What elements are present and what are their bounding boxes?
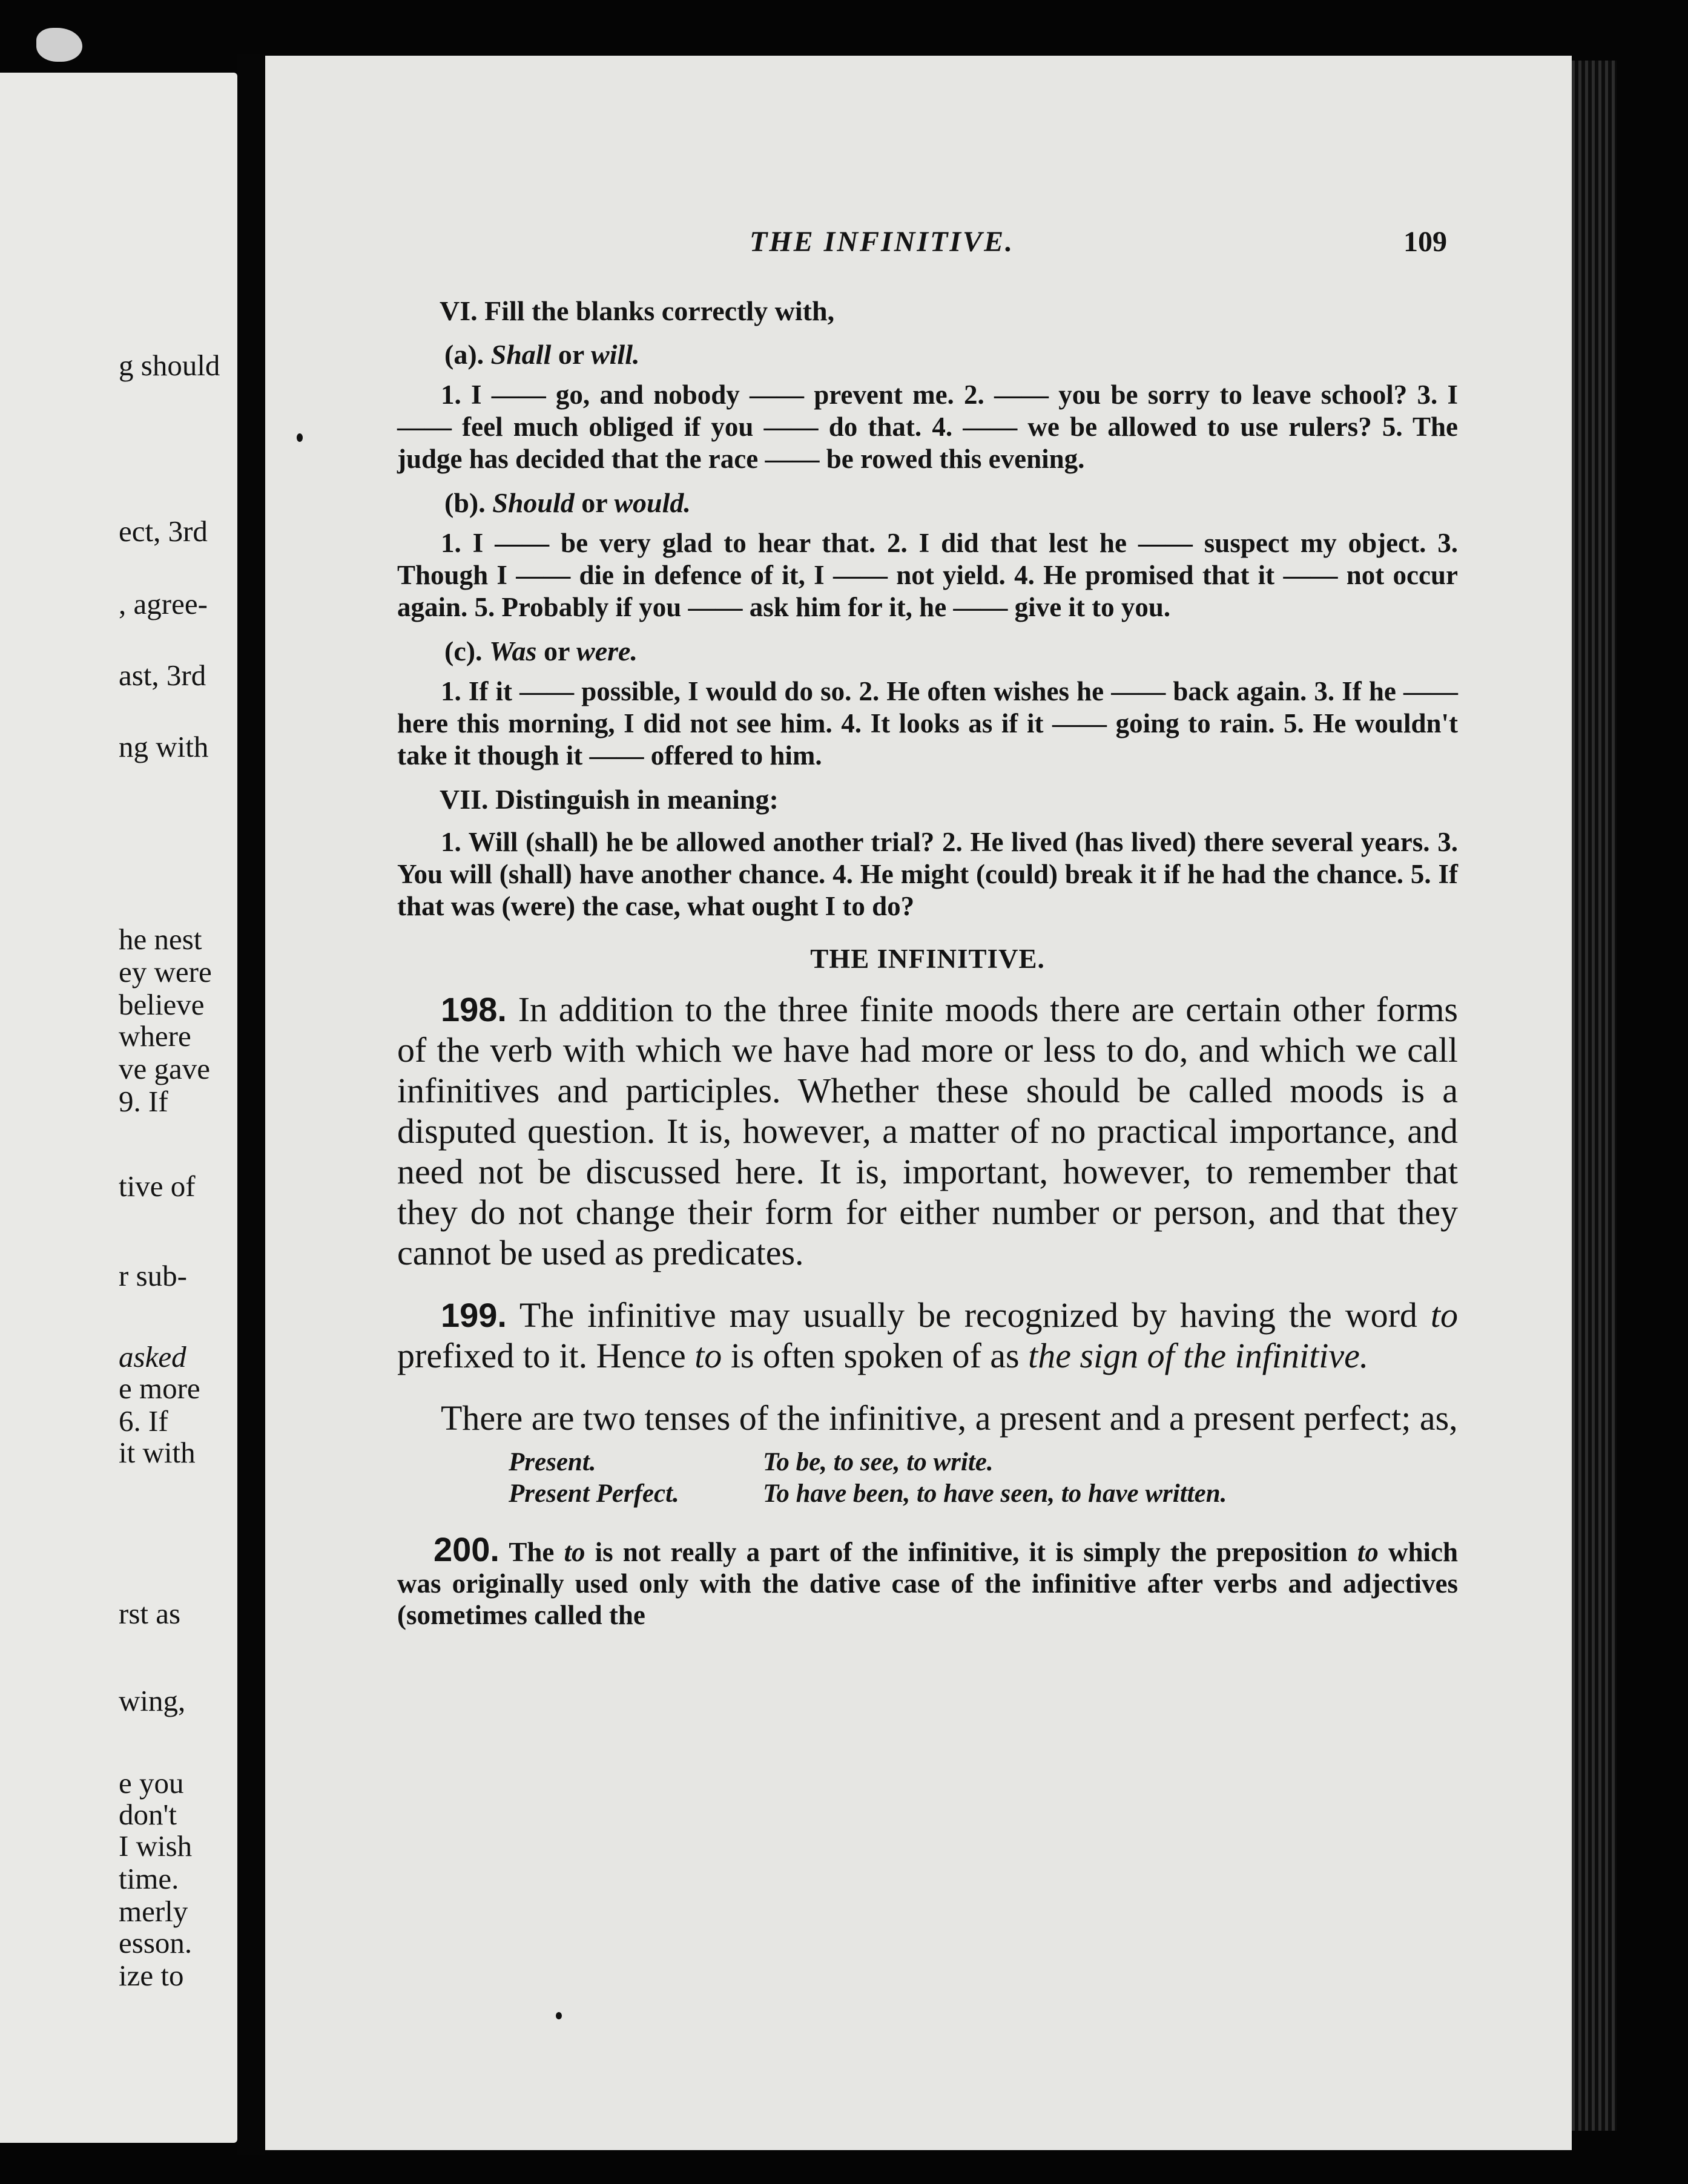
paragraph-number: 199.: [441, 1296, 507, 1334]
paragraph-text: prefixed to it. Hence: [397, 1336, 686, 1375]
scan-speck: [297, 433, 303, 442]
paragraph-number: 198.: [441, 990, 507, 1028]
sub-label: (a).: [444, 339, 484, 370]
paragraph-italic: to: [1430, 1295, 1458, 1335]
sub-word: were.: [576, 636, 638, 666]
tense-label: Present Perfect.: [509, 1479, 679, 1508]
page-number: 109: [1403, 226, 1447, 258]
page-edges: [1572, 61, 1617, 2131]
sub-or: or: [581, 487, 607, 518]
sub-word: will.: [590, 339, 640, 370]
paragraph-text: which was originally used only with the dative case of the infinitive after verbs and adjectives (sometimes called the: [397, 1537, 1458, 1630]
left-text-fragment: , agree-: [119, 587, 208, 620]
paragraph-italic: to: [694, 1336, 722, 1375]
exercise-vii-heading: VII. Distinguish in meaning:: [440, 784, 779, 815]
sub-label: (c).: [444, 636, 483, 666]
left-text-fragment: believe: [119, 988, 205, 1021]
left-text-fragment: don't: [119, 1798, 177, 1831]
left-text-fragment: it with: [119, 1436, 196, 1469]
left-text-fragment: he nest: [119, 923, 202, 956]
tense-label: Present.: [509, 1448, 596, 1476]
left-text-fragment: r sub-: [119, 1259, 187, 1292]
book-gutter: [237, 54, 265, 2155]
exercise-vi-a-text: 1. I —— go, and nobody —— prevent me. 2. —— you be sorry to leave school? 3. I —— feel much obliged if you —— do that. 4. —— we be allowed to use rulers? 5. The judge has decided that the race —— be rowed this evening.: [397, 380, 1458, 474]
paragraph-text: The: [509, 1537, 555, 1567]
left-text-fragment: ve gave: [119, 1052, 210, 1085]
paragraph-text: is often spoken of as: [730, 1336, 1020, 1375]
tense-examples-text: To be, to see, to write.: [763, 1448, 994, 1476]
sub-word: Should: [492, 487, 575, 518]
left-text-fragment: ect, 3rd: [119, 515, 208, 548]
sub-label: (b).: [444, 487, 486, 518]
tense-examples: [509, 1447, 1458, 1510]
left-text-fragment: 9. If: [119, 1085, 168, 1118]
exercise-vi-c-text: 1. If it —— possible, I would do so. 2. He often wishes he —— back again. 3. If he —— here this morning, I did not see him. 4. It looks as if it —— going to rain. 5. He wouldn't take it though it —— offered to him.: [397, 676, 1458, 771]
exercise-vi-a-heading: [444, 338, 1458, 372]
left-page-fragment: [0, 73, 237, 2143]
exercise-vi-b-heading: [444, 486, 1458, 520]
scan-speck: [556, 2012, 562, 2019]
left-text-fragment: ast, 3rd: [119, 659, 206, 692]
running-header: [750, 225, 1447, 261]
paragraph-text: The infinitive may usually be recognized by having the word: [519, 1295, 1417, 1335]
tense-row: [509, 1447, 1458, 1478]
paragraph-italic: to: [564, 1537, 585, 1567]
scan-blemish: [36, 28, 82, 62]
left-text-fragment: esson.: [119, 1926, 193, 1959]
paragraph-number: 200.: [434, 1530, 499, 1568]
paragraph-200: [397, 1530, 1458, 1631]
left-text-fragment: asked: [119, 1340, 186, 1373]
section-title: THE INFINITIVE.: [810, 944, 1045, 974]
left-text-fragment: tive of: [119, 1169, 196, 1203]
left-text-fragment: rst as: [119, 1597, 181, 1630]
tense-examples-text: To have been, to have seen, to have written.: [763, 1479, 1227, 1508]
paragraph-italic: to: [1357, 1537, 1379, 1567]
sub-word: Was: [489, 636, 537, 666]
left-text-fragment: g should: [119, 349, 220, 382]
exercise-vi-heading: VI. Fill the blanks correctly with,: [440, 295, 835, 326]
paragraph-198: [397, 989, 1458, 1273]
left-text-fragment: ize to: [119, 1959, 184, 1992]
left-text-fragment: wing,: [119, 1684, 186, 1717]
left-text-fragment: ey were: [119, 955, 212, 988]
paragraph-italic: the sign of the infinitive.: [1028, 1336, 1369, 1375]
left-text-fragment: 6. If: [119, 1404, 168, 1438]
page-body: [397, 294, 1458, 1631]
paragraph-text: is not really a part of the infinitive, it is simply the preposition: [595, 1537, 1348, 1567]
sub-or: or: [558, 339, 584, 370]
tense-row: [509, 1478, 1458, 1510]
left-text-fragment: e you: [119, 1766, 184, 1800]
left-text-fragment: I wish: [119, 1829, 193, 1863]
exercise-vi-c-heading: [444, 634, 1458, 668]
left-text-fragment: ng with: [119, 730, 209, 763]
sub-or: or: [543, 636, 570, 666]
left-text-fragment: where: [119, 1019, 191, 1053]
exercise-vii-text: 1. Will (shall) he be allowed another trial? 2. He lived (has lived) there several years. 3. You will (shall) have another chance. 4. He might (could) break it if he had the chance. 5. If that was (were) the case, what ought I to do?: [397, 827, 1458, 921]
paragraph-text: In addition to the three finite moods there are certain other forms of the verb with which we have had more or less to do, and which we call infinitives and participles. Whether these should be called moods is a disputed question. It is, however, a matter of no practical importance, and need not be discussed here. It is, important, however, to remember that they do not change their form for either number or person, and that they cannot be used as predicates.: [397, 990, 1459, 1272]
paragraph-tenses: There are two tenses of the infinitive, a present and a present perfect; as,: [441, 1398, 1458, 1438]
exercise-vi-b-text: 1. I —— be very glad to hear that. 2. I did that lest he —— suspect my object. 3. Though I —— die in defence of it, I —— not yield. 4. He promised that it —— not occur again. 5. Probably if you —— ask him for it, he —— give it to you.: [397, 528, 1458, 622]
sub-word: Shall: [490, 339, 552, 370]
left-text-fragment: e more: [119, 1372, 200, 1405]
running-title: THE INFINITIVE.: [750, 226, 1015, 258]
left-text-fragment: time.: [119, 1862, 179, 1895]
sub-word: would.: [614, 487, 691, 518]
paragraph-199: [397, 1295, 1458, 1376]
left-text-fragment: merly: [119, 1895, 188, 1928]
